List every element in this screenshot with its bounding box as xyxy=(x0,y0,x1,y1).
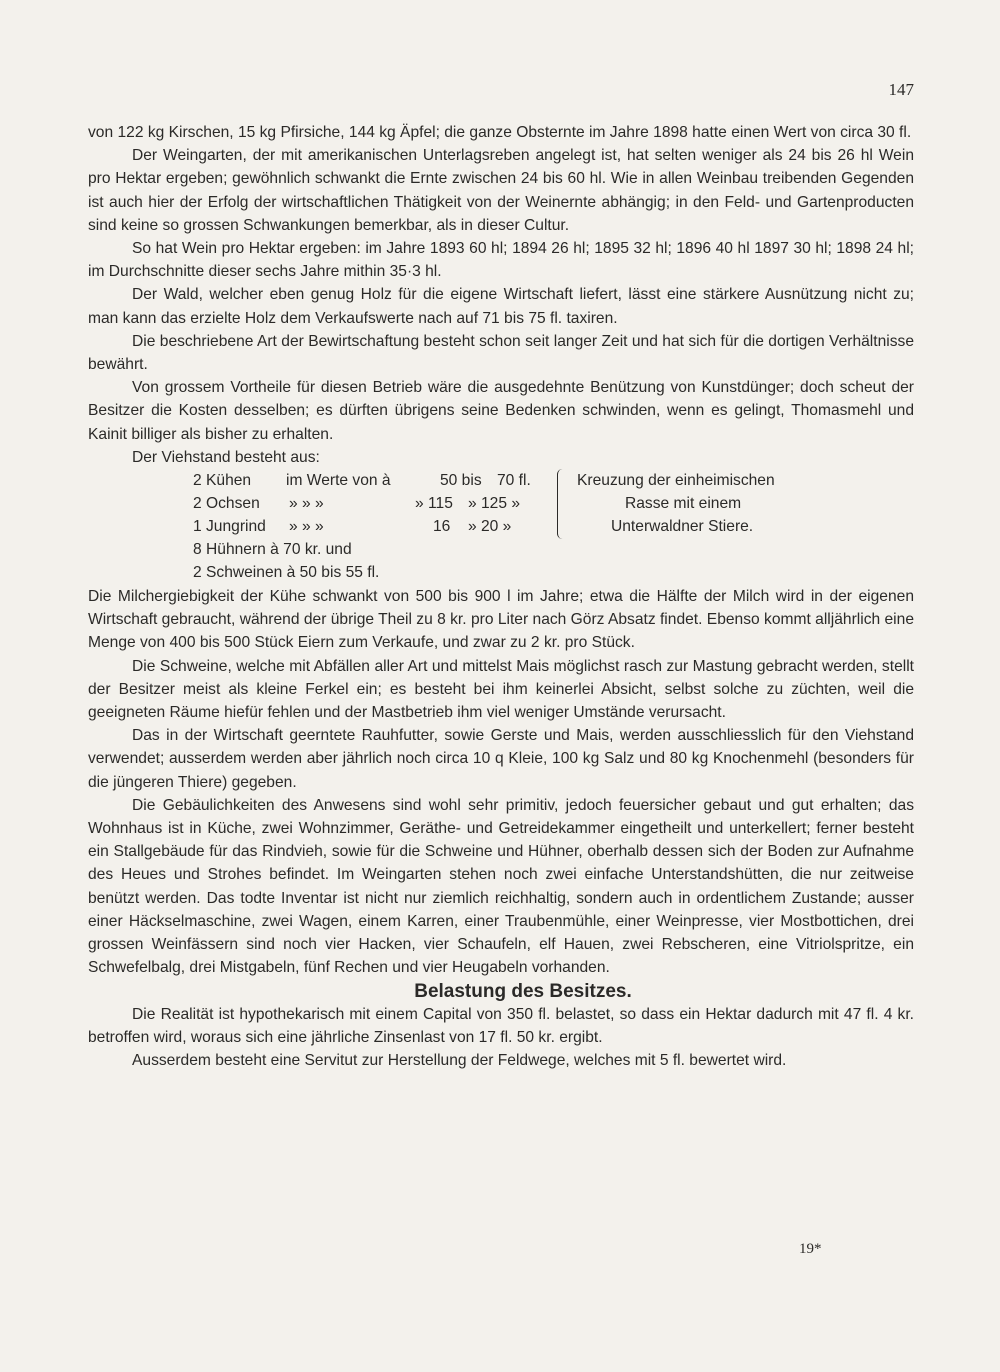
paragraph: So hat Wein pro Hektar ergeben: im Jahre 1893 60 hl; 1894 26 hl; 1895 32 hl; 1896 40 hl 1897 30 hl; 1898 24 hl; im Durchschnitte dieser sechs Jahre mithin 35·3 hl. xyxy=(88,240,914,281)
paragraph: Die Realität ist hypothekarisch mit einem Capital von 350 fl. belastet, so dass ein Hektar dadurch mit 47 fl. 4 kr. betroffen wird, woraus sich eine jährliche Zinsenlast von 17 fl. 50 kr. ergibt. xyxy=(88,1005,914,1046)
livestock-to: » 125 » xyxy=(468,495,521,513)
paragraphs-bottom xyxy=(88,585,914,979)
brace-line: Unterwaldner Stiere. xyxy=(611,518,754,536)
paragraph: Ausserdem besteht eine Servitut zur Herstellung der Feldwege, welches mit 5 fl. bewertet wird. xyxy=(132,1052,787,1070)
paragraph: Die Schweine, welche mit Abfällen aller Art und mittelst Mais möglichst rasch zur Mastung gebracht werden, stellt der Besitzer meist als kleine Ferkel ein; es besteht bei ihm keinerlei Absicht, selbst solche zu züchten, weil die geeigneten Räume hiefür fehlen und der Mastbetrieb ihm viel weniger Umstände verursacht. xyxy=(88,657,914,722)
brace xyxy=(557,469,568,539)
livestock-to: » 20 » xyxy=(468,518,512,536)
livestock-desc: » » » xyxy=(289,495,324,513)
paragraph: Von grossem Vortheile für diesen Betrieb wäre die ausgedehnte Benützung von Kunstdünger; doch scheut der Besitzer die Kosten desselben; es dürften übrigens seine Bedenken schwinden, wenn es gelingt, Thomasmehl und Kainit billiger als bisher zu erhalten. xyxy=(88,379,914,443)
livestock-table xyxy=(193,469,893,585)
paragraph: von 122 kg Kirschen, 15 kg Pfirsiche, 144 kg Äpfel; die ganze Obsternte im Jahre 1898 hatte einen Wert von circa 30 fl. xyxy=(88,124,912,141)
paragraphs-end xyxy=(88,1003,914,1073)
livestock-desc: » » » xyxy=(289,518,324,536)
paragraph: Die Gebäulichkeiten des Anwesens sind wohl sehr primitiv, jedoch feuersicher gebaut und gut erhalten; das Wohnhaus ist in Küche, zwei Wohnzimmer, Geräthe- und Getreidekammer eingetheilt und unterkellert; ferner besteht ein Stallgebäude für das Rindvieh, sowie für die Schweine und Hühner, oberhalb dessen sich der Boden zur Aufnahme des Heues und Strohes befindet. Im Weingarten stehen noch zwei einfache Unterstandshütten, die nur zeitweise benützt werden. Das todte Inventar ist nicht nur ziemlich reichhaltig, sondern auch in ordentlichem Zustande; ausser einer Häckselmaschine, zwei Wagen, einem Karren, einer Traubenmühle, einer Weinpresse, vier Mostbottichen, drei grossen Weinfässern sind noch vier Hacken, vier Schaufeln, elf Hauen, zwei Rebscheren, eine Vitriolspritze, ein Schwefelbalg, drei Mistgabeln, fünf Rechen und vier Heugabeln vorhanden. xyxy=(88,796,914,977)
livestock-count: 2 Kühen xyxy=(193,472,252,490)
livestock-to: 70 fl. xyxy=(497,472,531,490)
livestock-from: 16 xyxy=(433,518,451,536)
body-text xyxy=(88,121,914,1072)
brace-line: Kreuzung der einheimischen xyxy=(577,472,775,490)
livestock-extra: 2 Schweinen à 50 bis 55 fl. xyxy=(193,564,380,582)
paragraph: Der Weingarten, der mit amerikanischen Unterlagsreben angelegt ist, hat selten weniger als 24 bis 26 hl Wein pro Hektar ergeben; gewöhnlich schwankt die Ernte zwischen 24 bis 60 hl. Wie in allen Weinbau treibenden Gegenden ist auch hier der Erfolg der wirtschaftlichen Thätigkeit von der Weinernte abhängig; in den Feld- und Gartenproducten sind keine so grossen Schwankungen bemerkbar, als in dieser Cultur. xyxy=(88,147,914,234)
signature-mark: 19* xyxy=(799,1241,822,1257)
paragraph: Der Wald, welcher eben genug Holz für die eigene Wirtschaft liefert, lässt eine stärkere Ausnützung nicht zu; man kann das erzielte Holz dem Verkaufswerte nach auf 71 bis 75 fl. taxiren. xyxy=(88,286,914,327)
page-number: 147 xyxy=(888,80,914,99)
livestock-from: » 115 xyxy=(415,495,453,513)
paragraph: Der Viehstand besteht aus: xyxy=(132,448,320,466)
paragraphs-top xyxy=(88,121,914,469)
brace-line: Rasse mit einem xyxy=(625,495,742,513)
livestock-count: 2 Ochsen xyxy=(193,495,260,513)
livestock-count: 1 Jungrind xyxy=(193,518,266,536)
paragraph: Das in der Wirtschaft geerntete Rauhfutter, sowie Gerste und Mais, werden ausschliesslich für den Viehstand verwendet; ausserdem werden aber jährlich noch circa 10 q Kleie, 100 kg Salz und 80 kg Knochenmehl (besonders für die jüngeren Thiere) gegeben. xyxy=(88,727,914,791)
livestock-desc: im Werte von à xyxy=(286,472,391,490)
livestock-from: 50 bis xyxy=(440,472,482,490)
section-heading: Belastung des Besitzes. xyxy=(414,980,632,1002)
livestock-extra: 8 Hühnern à 70 kr. und xyxy=(193,541,352,559)
paragraph: Die beschriebene Art der Bewirtschaftung besteht schon seit langer Zeit und hat sich für die dortigen Verhältnisse bewährt. xyxy=(88,332,914,374)
paragraph: Die Milchergiebigkeit der Kühe schwankt von 500 bis 900 l im Jahre; etwa die Hälfte der Milch wird in der eigenen Wirtschaft gebraucht, während der übrige Theil zu 8 kr. pro Liter nach Görz Absatz findet. Ebenso kommt alljährlich eine Menge von 400 bis 500 Stück Eiern zum Verkaufe, und zwar zu 2 kr. pro Stück. xyxy=(88,588,914,652)
